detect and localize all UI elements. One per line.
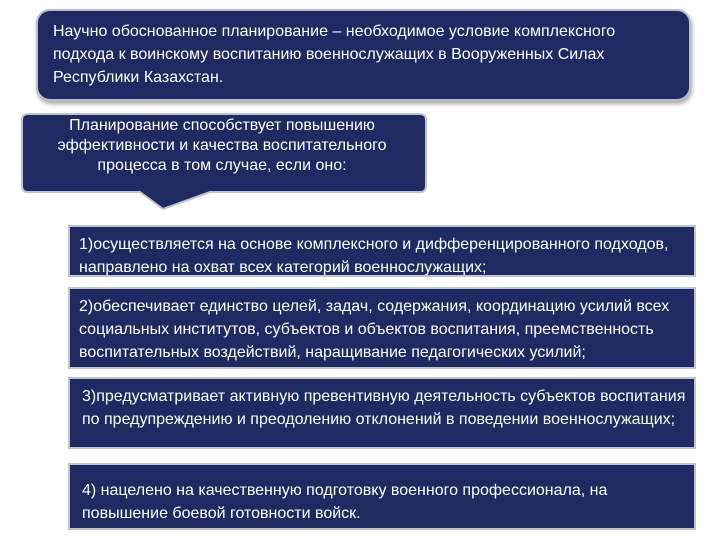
list-item xyxy=(68,225,696,277)
header-statement-box xyxy=(36,9,691,101)
list-item-text: 2)обеспечивает единство целей, задач, содержания, координацию усилий всех социальных институтов, субъектов и объектов воспитания, преемственность воспитательных воздействий, наращивание педагогических усилий; xyxy=(79,298,670,361)
list-item xyxy=(68,377,696,449)
callout-box xyxy=(20,112,428,212)
callout-text: Планирование способствует повышению эффективности и качества воспитательного процесса в том случае, если оно: xyxy=(57,117,387,174)
list-item xyxy=(68,287,696,369)
header-statement-text: Научно обоснованное планирование – необходимое условие комплексного подхода к воинскому воспитанию военнослужащих в Вооруженных Силах Республики Казахстан. xyxy=(53,23,616,86)
list-item xyxy=(68,463,696,530)
list-item-text: 4) нацелено на качественную подготовку военного профессионала, на повышение боевой готовности войск. xyxy=(82,482,608,522)
list-item-text: 1)осуществляется на основе комплексного и дифференцированного подходов, направлено на охват всех категорий военнослужащих; xyxy=(79,236,669,276)
list-item-text: 3)предусматривает активную превентивную деятельность субъектов воспитания по предупреждению и преодолению отклонений в поведении военнослужащих; xyxy=(82,388,686,428)
